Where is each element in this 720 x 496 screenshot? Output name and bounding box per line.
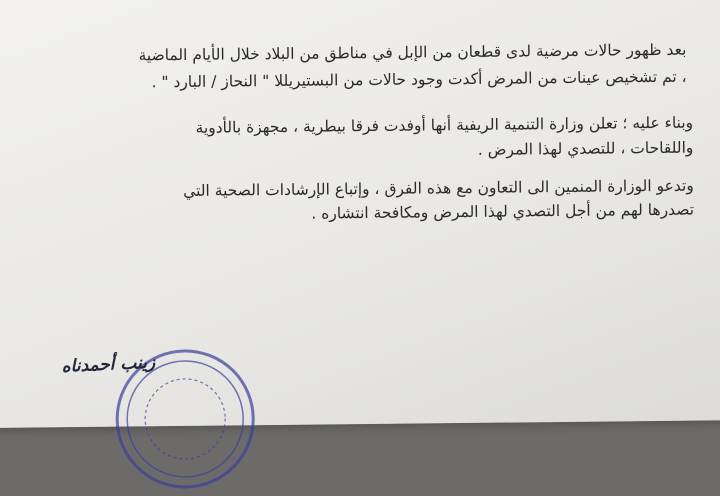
signature: زينب أحمدناه xyxy=(61,352,156,377)
paragraph-3-line-1: وتدعو الوزارة المنمين الى التعاون مع هذه الفرق ، وإتباع الإرشادات الصحية التي xyxy=(183,176,694,200)
paragraph-2-line-1: وبناء عليه ؛ تعلن وزارة التنمية الريفية أنها أوفدت فرقا بيطرية ، مجهزة بالأدوية xyxy=(195,113,694,137)
paragraph-1-line-2: ، تم تشخيص عينات من المرض أكدت وجود حالات من البستيريللا " النحاز / البارد " . xyxy=(151,67,687,92)
paragraph-1-line-1: بعد ظهور حالات مرضية لدى قطعان من الإبل في مناطق من البلاد خلال الأيام الماضية xyxy=(138,40,687,65)
paragraph-3-line-2: تصدرها لهم من أجل التصدي لهذا المرض ومكافحة انتشاره . xyxy=(311,200,695,223)
paragraph-2-line-2: واللقاحات ، للتصدي لهذا المرض . xyxy=(477,138,694,159)
